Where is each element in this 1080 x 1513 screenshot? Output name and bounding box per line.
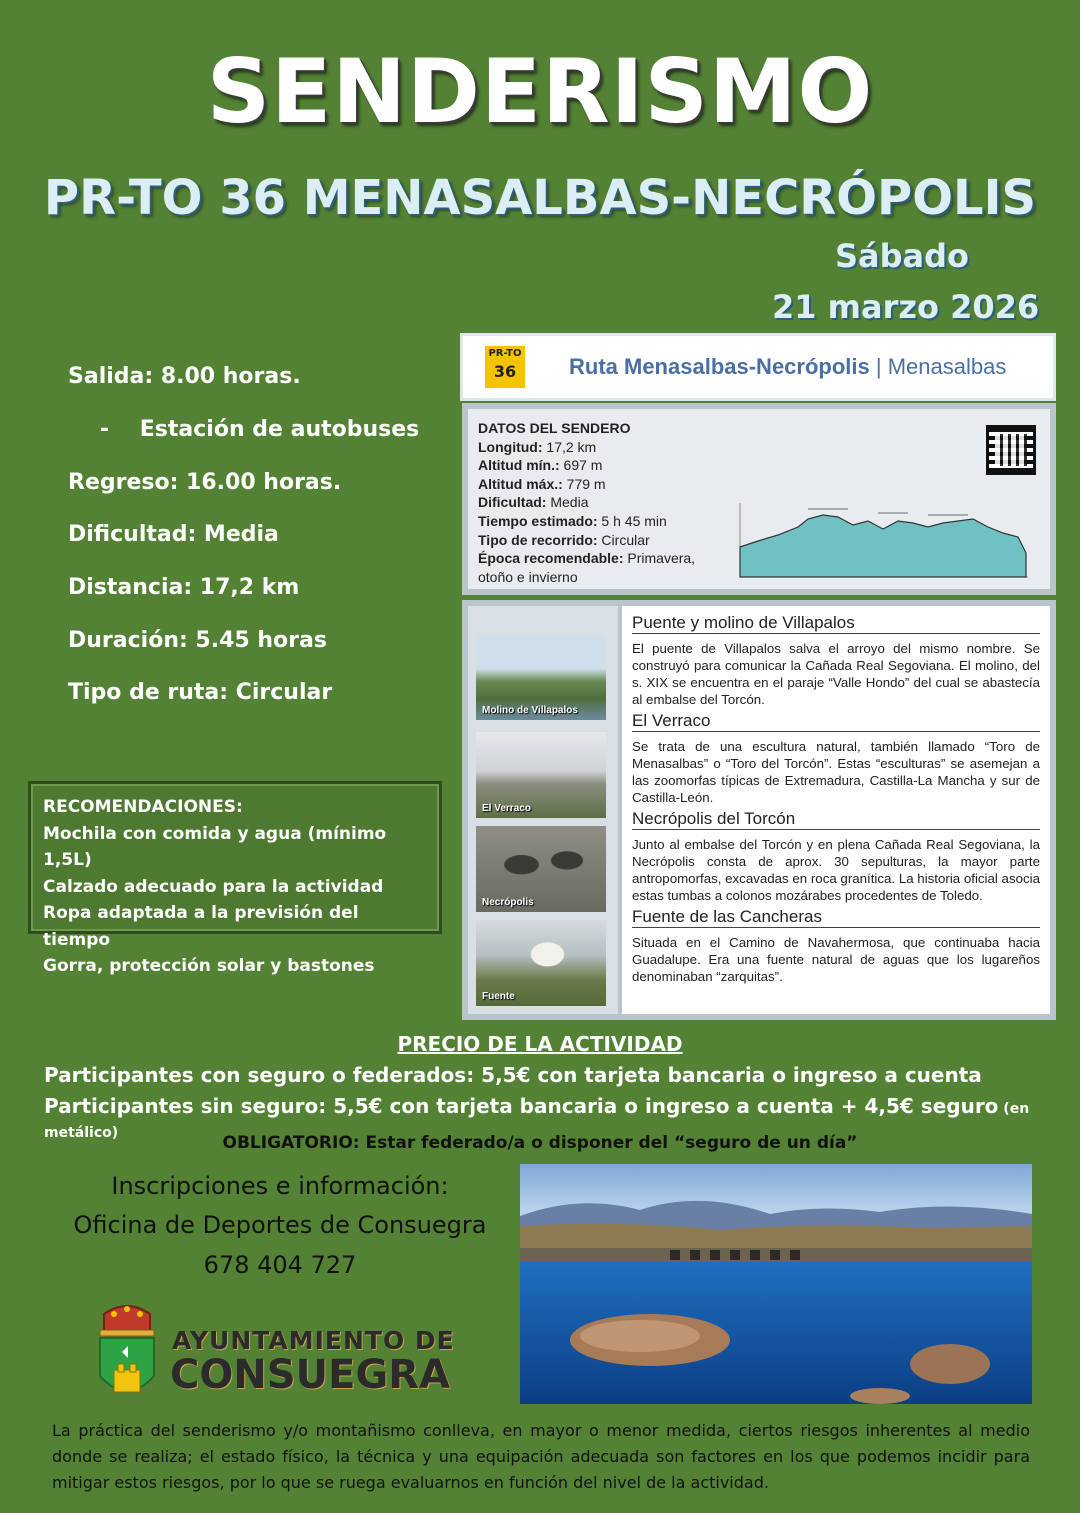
- place-description: Situada en el Camino de Navahermosa, que continuaba hacia Guadalupe. Era una fuente natural de aguas que los lugareños denominaban “zarquitas”.: [632, 935, 1040, 984]
- photo-caption: El Verraco: [482, 803, 531, 814]
- info-duracion: Duración: 5.45 horas: [68, 628, 327, 653]
- recommendations-box: [28, 781, 442, 976]
- place-description: Se trata de una escultura natural, también llamado “Toro de Menasalbas” o “Toro del Torcón”. Estas “esculturas” se asemejan a las zoomorfas típicas de Extremadura, Castilla-La Mancha y sur de Castilla-León.: [632, 739, 1040, 805]
- place-description: Junto al embalse del Torcón y en plena Cañada Real Segoviana, la Necrópolis consta de aprox. 30 sepulturas, la mayor parte antropomorfas, excavadas en roca granítica. La historia oficial asocia estas tumbas a colonos mozárabes procedentes de Toledo.: [632, 837, 1040, 903]
- consuegra-coat-of-arms-icon: [94, 1302, 160, 1406]
- pr-to-badge: [485, 346, 525, 388]
- recommendations-title: RECOMENDACIONES:: [43, 797, 243, 817]
- data-row: Tiempo estimado: 5 h 45 min: [478, 512, 667, 529]
- photo-caption: Necrópolis: [482, 897, 534, 908]
- price-note: (en metálico): [44, 1101, 1030, 1141]
- event-date: 21 marzo 2026: [772, 288, 1040, 326]
- trail-data-box: [462, 403, 1056, 595]
- place-title: Puente y molino de Villapalos: [632, 612, 1040, 634]
- info-tipo-ruta: Tipo de ruta: Circular: [68, 680, 333, 705]
- photo-caption: Fuente: [482, 991, 515, 1002]
- route-name: Ruta Menasalbas-Necrópolis: [569, 354, 870, 379]
- reservoir-photo: [520, 1164, 1032, 1404]
- contact-phone: 678 404 727: [203, 1251, 357, 1279]
- disclaimer-text: La práctica del senderismo y/o montañismo conlleva, en mayor o menor medida, ciertos riesgos inherentes al medio donde se realiza; el estado físico, la técnica y una equipación adecuada son factores en los que podemos incidir para mitigar estos riesgos, por lo que se ruega evaluarnos en función del nivel de la actividad.: [52, 1421, 1030, 1492]
- trail-data-title: DATOS DEL SENDERO: [478, 420, 631, 436]
- badge-label: PR-TO: [488, 348, 522, 359]
- photos-column: [468, 606, 618, 1014]
- verraco-photo: [476, 732, 606, 818]
- place-description: El puente de Villapalos salva el arroyo del mismo nombre. Se construyó para comunicar la Cañada Real Segoviana. El molino, del s. XIX se encuentra en el paraje “Valle Hondo” del cual se abastecía al embalse del Torcón.: [632, 641, 1040, 707]
- necropolis-photo: [476, 826, 606, 912]
- recommendation-item: Ropa adaptada a la previsión del tiempo: [43, 903, 359, 950]
- mandatory-notice: OBLIGATORIO: Estar federado/a o disponer del “seguro de un día”: [222, 1133, 858, 1153]
- contact-office: Oficina de Deportes de Consuegra: [73, 1211, 487, 1239]
- badge-number: 36: [493, 362, 517, 381]
- data-row: Altitud mín.: 697 m: [478, 457, 603, 474]
- route-subtitle: PR-TO 36 MENASALBAS-NECRÓPOLIS: [43, 170, 1037, 226]
- info-regreso: Regreso: 16.00 horas.: [68, 470, 342, 495]
- info-punto-salida: - Estación de autobuses: [100, 417, 420, 442]
- data-row: Dificultad: Media: [478, 494, 589, 511]
- places-text: [622, 606, 1050, 1014]
- fuente-photo: [476, 920, 606, 1006]
- place-title: Necrópolis del Torcón: [632, 808, 1040, 830]
- trail-panel-title: [569, 354, 1006, 380]
- data-row: Altitud máx.: 779 m: [478, 475, 606, 492]
- data-row: Época recomendable: Primavera,: [478, 550, 696, 567]
- place-title: El Verraco: [632, 710, 1040, 732]
- info-distancia: Distancia: 17,2 km: [68, 575, 300, 600]
- info-salida: Salida: 8.00 horas.: [68, 364, 301, 389]
- contact-title: Inscripciones e información:: [111, 1172, 449, 1200]
- price-federados: Participantes con seguro o federados: 5,5€ con tarjeta bancaria o ingreso a cuenta: [44, 1063, 982, 1087]
- price-sin-seguro: Participantes sin seguro: 5,5€ con tarjeta bancaria o ingreso a cuenta + 4,5€ seguro (en metálico): [44, 1094, 1030, 1141]
- logo-line2: CONSUEGRA: [170, 1352, 451, 1398]
- title-separator: |: [869, 354, 888, 379]
- place-title: Fuente de las Cancheras: [632, 906, 1040, 928]
- info-dificultad: Dificultad: Media: [68, 522, 279, 547]
- data-row: Longitud: 17,2 km: [478, 438, 597, 455]
- trail-panel-header: [460, 333, 1056, 401]
- qr-code-icon: [986, 425, 1036, 475]
- town-name: Menasalbas: [887, 354, 1007, 379]
- data-row: Tipo de recorrido: Circular: [478, 531, 650, 548]
- molino-photo: [476, 634, 606, 720]
- places-panel: [462, 600, 1056, 1020]
- poster-title: SENDERISMO: [206, 40, 874, 143]
- trail-data-list: [478, 419, 695, 586]
- recommendation-item: Gorra, protección solar y bastones: [43, 956, 375, 976]
- recommendation-item: Calzado adecuado para la actividad: [43, 876, 384, 897]
- photo-caption: Molino de Villapalos: [482, 705, 578, 716]
- data-row: otoño e invierno: [478, 568, 578, 585]
- logo-line1: AYUNTAMIENTO DE: [172, 1326, 455, 1355]
- price-title: PRECIO DE LA ACTIVIDAD: [397, 1032, 683, 1056]
- event-day: Sábado: [835, 237, 970, 275]
- recommendation-item: Mochila con comida y agua (mínimo 1,5L): [43, 823, 387, 870]
- elevation-profile-icon: [728, 497, 1038, 585]
